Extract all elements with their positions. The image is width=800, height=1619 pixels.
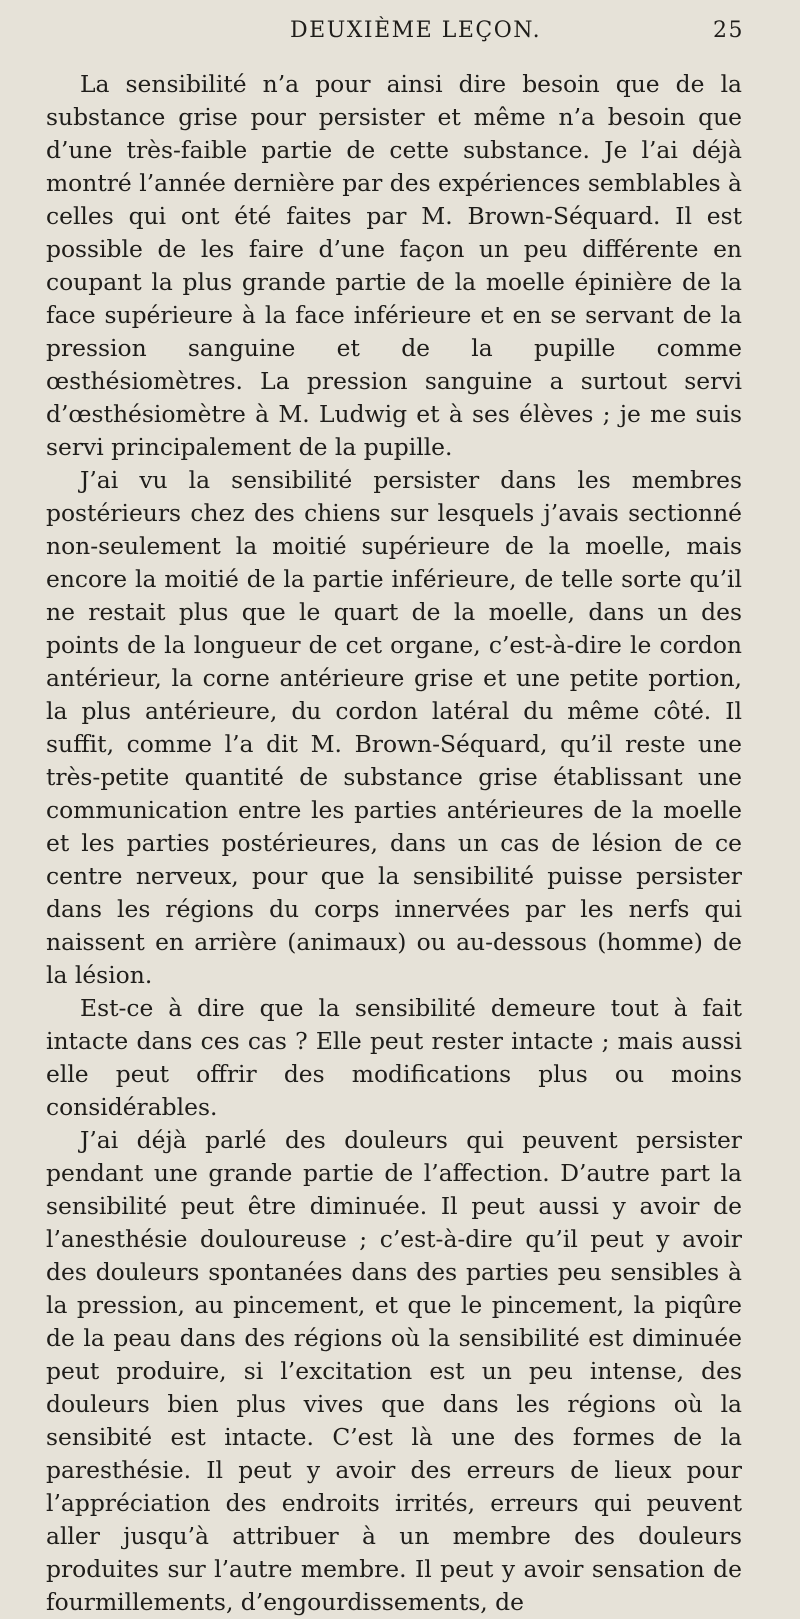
paragraph: J’ai vu la sensibilité persister dans les membres postérieurs chez des chiens sur lesquels j’avais sectionné non-seulement la moitié supérieure de la moelle, mais encore la moitié de la partie inférieure, de telle sorte qu’il ne restait plus que le quart de la moelle, dans un des points de la longueur de cet organe, c’est-à-dire le cordon antérieur, la corne antérieure grise et une petite portion, la plus antérieure, du cordon latéral du même côté. Il suffit, comme l’a dit M. Brown-Séquard, qu’il reste une très-petite quantité de substance grise établissant une communication entre les parties antérieures de la moelle et les parties postérieures, dans un cas de lésion de ce centre nerveux, pour que la sensibilité puisse persister dans les régions du corps innervées par les nerfs qui naissent en arrière (animaux) ou au-dessous (homme) de la lésion. [46, 466, 742, 989]
paragraph: J’ai déjà parlé des douleurs qui peuvent persister pendant une grande partie de l’affection. D’autre part la sensibilité peut être diminuée. Il peut aussi y avoir de l’anesthésie douloureuse ; c’est-à-dire qu’il peut y avoir des douleurs spontanées dans des parties peu sensibles à la pression, au pincement, et que le pincement, la piqûre de la peau dans des régions où la sensibilité est diminuée peut produire, si l’excitation est un peu intense, des douleurs bien plus vives que dans les régions où la sensibité est intacte. C’est là une des formes de la paresthésie. Il peut y avoir des erreurs de lieux pour l’appréciation des endroits irrités, erreurs qui peuvent aller jusqu’à attribuer à un membre des douleurs produites sur l’autre membre. Il peut y avoir sensation de fourmillements, d’engourdissements, de [46, 1126, 742, 1616]
paragraph: La sensibilité n’a pour ainsi dire besoin que de la substance grise pour persister et même n’a besoin que d’une très-faible partie de cette substance. Je l’ai déjà montré l’année dernière par des expériences semblables à celles qui ont été faites par M. Brown-Séquard. Il est possible de les faire d’une façon un peu différente en coupant la plus grande partie de la moelle épinière de la face supérieure à la face inférieure et en se servant de la pression sanguine et de la pupille comme œsthésiomètres. La pression sanguine a surtout servi d’œsthésiomètre à M. Ludwig et à ses élèves ; je me suis servi principalement de la pupille. [46, 70, 742, 461]
page-header [46, 18, 742, 54]
paragraph: Est-ce à dire que la sensibilité demeure tout à fait intacte dans ces cas ? Elle peut rester intacte ; mais aussi elle peut offrir des modifications plus ou moins considérables. [46, 994, 742, 1121]
running-title: DEUXIÈME LEÇON. [290, 18, 542, 43]
body-text [46, 68, 742, 1619]
page-number: 25 [713, 18, 744, 43]
